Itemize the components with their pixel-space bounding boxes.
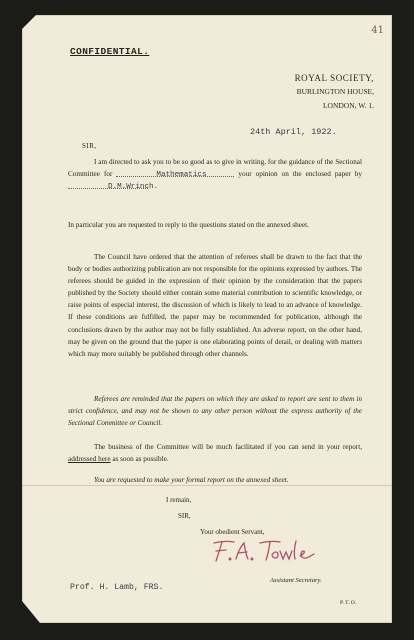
- torn-corner: [22, 15, 36, 29]
- letter-date: 24th April, 1922.: [250, 127, 337, 137]
- signer-title: Assistant Secretary.: [270, 577, 322, 584]
- handwritten-signature: [208, 537, 318, 565]
- committee-field: Mathematics: [116, 168, 234, 177]
- confidential-heading: CONFIDENTIAL.: [70, 46, 150, 57]
- address-line-3: LONDON, W. 1.: [322, 101, 374, 110]
- paragraph-formal-report: You are requested to make your formal report on the annexed sheet.: [94, 476, 289, 484]
- sender-address: [295, 71, 374, 113]
- paragraph-annexed-sheet: In particular you are requested to reply to the questions stated on the annexed sheet.: [68, 221, 309, 229]
- letter-sheet: [22, 15, 392, 623]
- folded-corner: [22, 601, 40, 623]
- addressed-here: addressed here: [68, 455, 111, 464]
- paragraph-request: I am directed to ask you to be so good as to give in writing, for the guidance of the Sectional Committee for Mathematics your opinion on the enclosed paper by D.M.Wrinch.: [68, 158, 362, 192]
- closing-remain: I remain,: [166, 496, 192, 504]
- author-field: D.M.Wrinch.: [68, 180, 148, 189]
- address-line-1: ROYAL SOCIETY,: [294, 73, 374, 83]
- closing-sir: SIR,: [178, 512, 191, 520]
- closing-servant: Your obedient Servant,: [200, 528, 265, 536]
- archive-page-number: 41: [371, 25, 384, 36]
- please-turn-over: P.T.O.: [340, 600, 358, 606]
- paragraph-confidentiality: Referees are reminded that the papers on which they are asked to report are sent to them in strict confidence, and may not be shown to any other person without the express authority of the Sectional Committee or Council.: [68, 395, 362, 428]
- paragraph-council-instructions: The Council have ordered that the attention of referees shall be drawn to the fact that the body or bodies authorizing publication are not responsible for the opinions expressed by authors. The referees should be guided in the expression of their opinion by the consideration that the papers published by the Society should either contain some material contribution to scientific knowledge, or raise points of especial interest, the discussion of which is likely to lead to an advance of knowledge. If these conditions are fulfilled, the paper may be recommended for publication, although the conclusions drawn by the author may not be fully established. An adverse report, on the other hand, may be given on the ground that the paper is one elaborating points of detail, or dealing with matters which may more suitably be published through other channels.: [68, 253, 362, 358]
- recipient: Prof. H. Lamb, FRS.: [70, 583, 164, 592]
- salutation: SIR,: [82, 142, 97, 150]
- paragraph-business: The business of the Committee will be much facilitated if you can send in your report, addressed here as soon as possible.: [68, 443, 362, 464]
- address-line-2: BURLINGTON HOUSE,: [296, 87, 374, 96]
